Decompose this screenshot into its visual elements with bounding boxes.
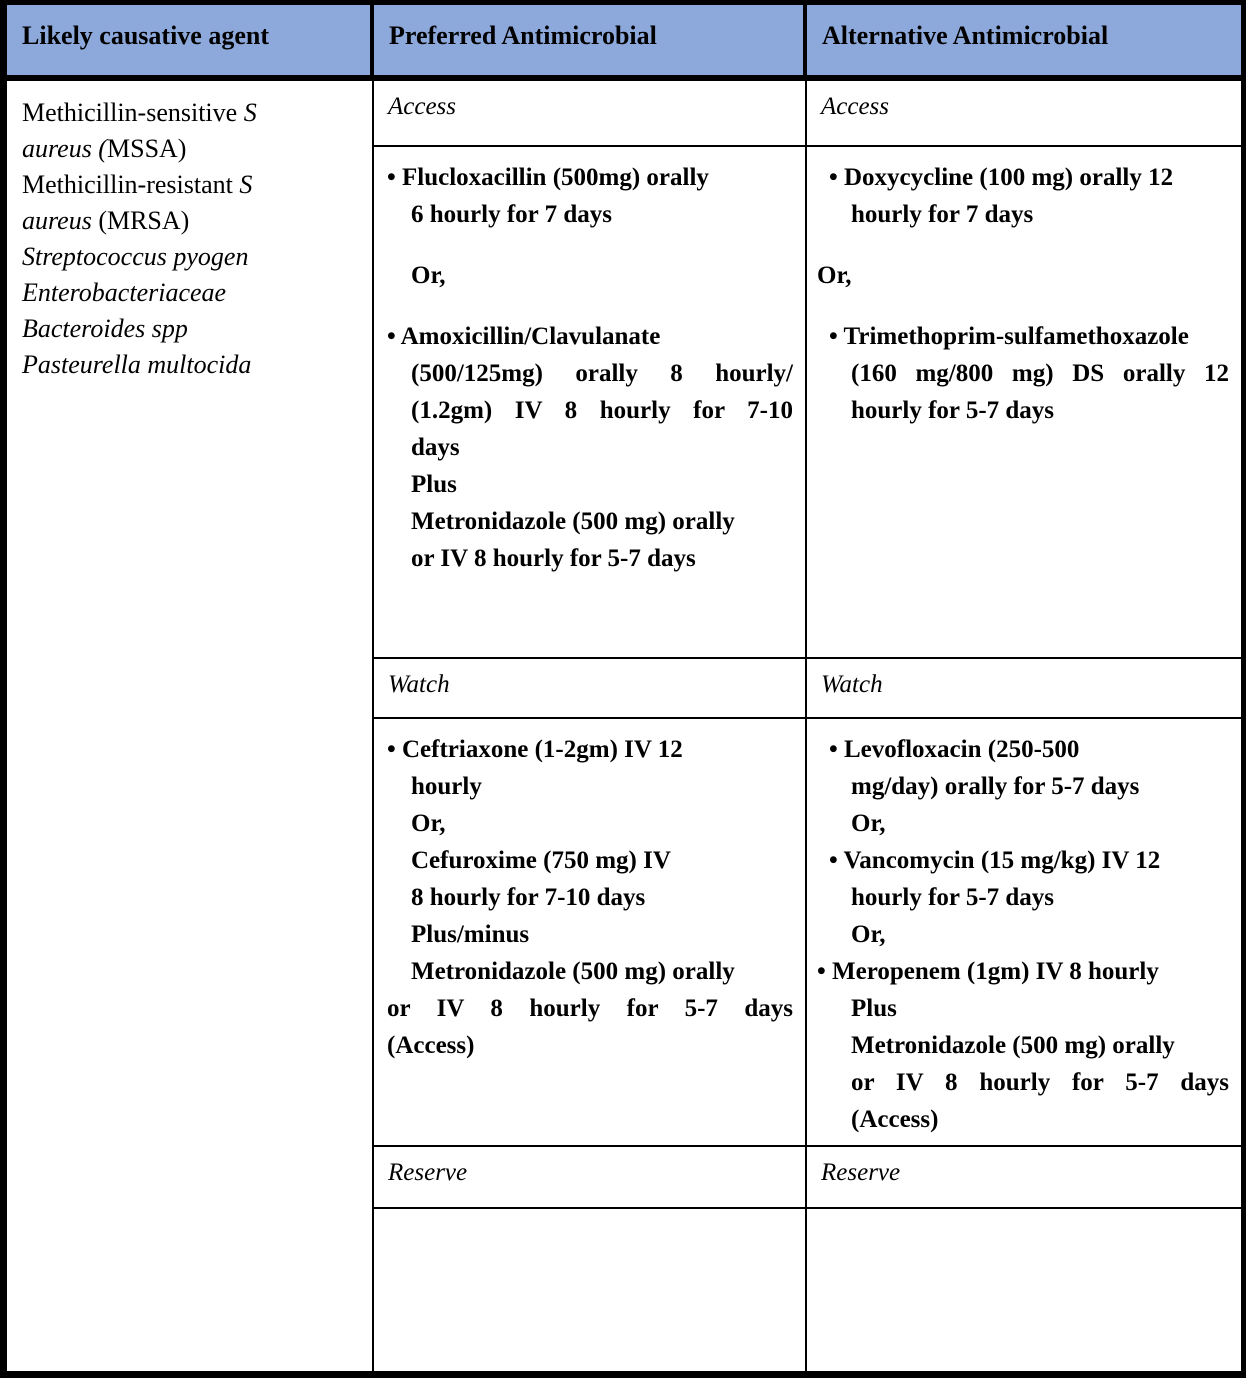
preferred-access-cell [374, 147, 807, 659]
treatment-line: • Amoxicillin/Clavulanate [387, 323, 661, 350]
treatment-line: Plus [851, 995, 897, 1022]
header-label: Likely causative agent [22, 21, 269, 50]
treatment-line: mg/day) orally for 5-7 days [851, 773, 1140, 800]
treatment-line: • Levofloxacin (250-500 [829, 736, 1080, 763]
treatment-line: (500/125mg) orally 8 hourly/ [411, 360, 793, 387]
agent-line: aureus (MSSA) [22, 134, 187, 163]
treatment-line: or IV 8 hourly for 5-7 days [387, 995, 793, 1022]
preferred-reserve-cell [374, 1209, 807, 1371]
agent-line: Enterobacteriaceae [22, 278, 227, 307]
treatment-line: (1.2gm) IV 8 hourly for 7-10 [411, 397, 793, 424]
agent-line: aureus (MRSA) [22, 206, 190, 235]
preferred-watch-cell [374, 719, 807, 1147]
treatment-line: • Flucloxacillin (500mg) orally [387, 164, 709, 191]
treatment-line: Metronidazole (500 mg) orally [851, 1032, 1175, 1059]
tier-label-reserve-alternative: Reserve [807, 1147, 1241, 1209]
spacer [374, 233, 799, 257]
treatment-line: 8 hourly for 7-10 days [411, 884, 646, 911]
alternative-watch-cell [807, 719, 1241, 1147]
agent-line: Bacteroides spp [22, 314, 188, 343]
treatment-line: (160 mg/800 mg) DS orally 12 [851, 360, 1229, 387]
alternative-access-cell [807, 147, 1241, 659]
treatment-line: • Trimethoprim-sulfamethoxazole [829, 323, 1189, 350]
treatment-line: Cefuroxime (750 mg) IV [411, 847, 671, 874]
treatment-line: Plus [411, 471, 457, 498]
tier-label-access-preferred: Access [374, 81, 807, 147]
agent-line: Pasteurella multocida [22, 350, 252, 379]
treatment-line: • Vancomycin (15 mg/kg) IV 12 [829, 847, 1161, 874]
tier-label-access-alternative: Access [807, 81, 1241, 147]
treatment-line: Or, [411, 262, 446, 289]
treatment-line: Plus/minus [411, 921, 530, 948]
treatment-line: • Meropenem (1gm) IV 8 hourly [817, 958, 1159, 985]
treatment-line: Or, [817, 262, 852, 289]
spacer [374, 294, 799, 318]
tier-label-watch-alternative: Watch [807, 659, 1241, 719]
treatment-line: Metronidazole (500 mg) orally [411, 508, 735, 535]
alternative-reserve-cell [807, 1209, 1241, 1371]
treatment-line: Metronidazole (500 mg) orally [411, 958, 735, 985]
treatment-line: days [411, 434, 460, 461]
treatment-line: hourly for 5-7 days [851, 884, 1055, 911]
spacer [807, 233, 1235, 257]
tier-label-reserve-preferred: Reserve [374, 1147, 807, 1209]
treatment-line: Or, [411, 810, 446, 837]
treatment-line: hourly for 5-7 days [851, 397, 1055, 424]
agent-line: Streptococcus pyogen [22, 242, 249, 271]
treatment-line: or IV 8 hourly for 5-7 days [411, 545, 696, 572]
agent-line: Methicillin-resistant S [22, 170, 253, 199]
agent-line: Methicillin-sensitive S [22, 98, 257, 127]
treatment-line: Or, [851, 921, 886, 948]
treatment-line: or IV 8 hourly for 5-7 days [851, 1069, 1229, 1096]
treatment-line: Or, [851, 810, 886, 837]
tier-label-watch-preferred: Watch [374, 659, 807, 719]
header-label: Alternative Antimicrobial [822, 21, 1109, 50]
treatment-line: hourly for 7 days [851, 201, 1034, 228]
header-label: Preferred Antimicrobial [389, 21, 657, 50]
treatment-line: hourly [411, 773, 482, 800]
treatment-line: • Doxycycline (100 mg) orally 12 [829, 164, 1174, 191]
treatment-line: • Ceftriaxone (1-2gm) IV 12 [387, 736, 683, 763]
treatment-line: (Access) [387, 1032, 475, 1059]
header-cell-alternative [807, 5, 1241, 81]
causative-agents-cell [7, 81, 374, 1371]
header-cell-preferred [374, 5, 807, 81]
spacer [807, 294, 1235, 318]
treatment-line: (Access) [851, 1106, 939, 1133]
header-cell-causative-agent [7, 5, 374, 81]
treatment-line: 6 hourly for 7 days [411, 201, 612, 228]
